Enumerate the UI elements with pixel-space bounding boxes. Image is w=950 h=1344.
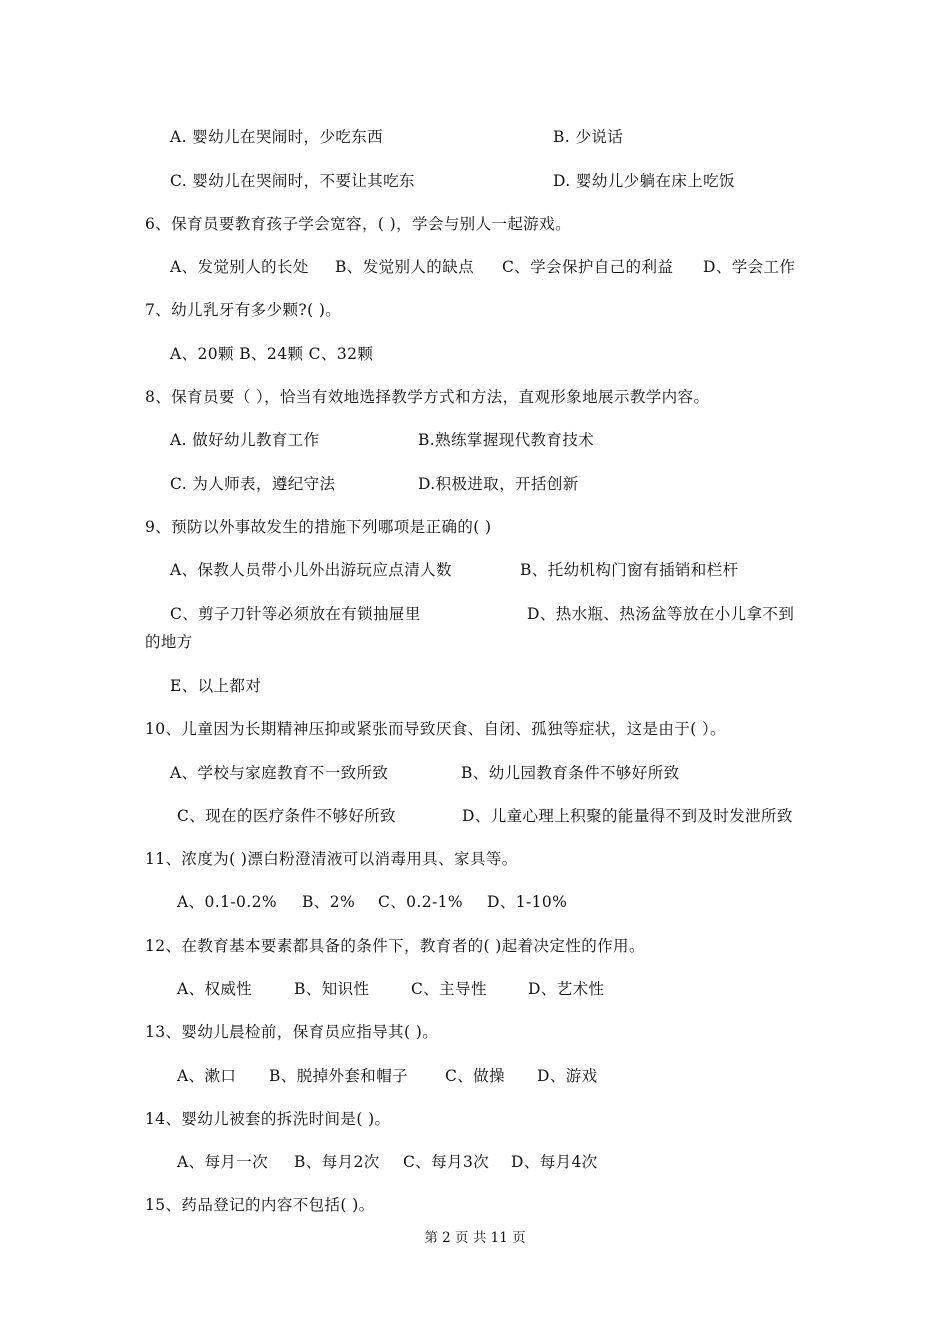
q14-stem: 14、婴幼儿被套的拆洗时间是( )。: [145, 1110, 391, 1128]
q10-stem: 10、儿童因为长期精神压抑或紧张而导致厌食、自闭、孤独等症状，这是由于( ）。: [145, 720, 727, 738]
q5-option-c: C. 婴幼儿在哭闹时，不要让其吃东: [170, 172, 415, 190]
q10-option-b: B、幼儿园教育条件不够好所致: [461, 764, 680, 782]
q9-option-b: B、托幼机构门窗有插销和栏杆: [520, 561, 739, 579]
q6-stem: 6、保育员要教育孩子学会宽容，( )，学会与别人一起游戏。: [145, 215, 571, 233]
q11-stem: 11、浓度为( )漂白粉澄清液可以消毒用具、家具等。: [145, 850, 518, 868]
q14-option-c: C、每月3次: [403, 1153, 490, 1171]
q14-option-d: D、每月4次: [511, 1153, 598, 1171]
q10-option-a: A、学校与家庭教育不一致所致: [170, 764, 389, 782]
q9-option-d-continued: 的地方: [145, 633, 193, 651]
q9-option-a: A、保教人员带小儿外出游玩应点清人数: [170, 561, 452, 579]
q10-option-d: D、儿童心理上积聚的能量得不到及时发泄所致: [462, 807, 793, 825]
q5-option-a: A. 婴幼儿在哭闹时，少吃东西: [170, 128, 384, 146]
q8-option-c: C. 为人师表，遵纪守法: [170, 475, 336, 493]
q7-options: A、20颗 B、24颗 C、32颗: [170, 345, 374, 363]
q10-option-c: C、现在的医疗条件不够好所致: [177, 807, 396, 825]
q13-option-b: B、脱掉外套和帽子: [269, 1067, 408, 1085]
q9-option-d: D、热水瓶、热汤盆等放在小儿拿不到: [527, 605, 795, 623]
q9-option-c: C、剪子刀针等必须放在有锁抽屉里: [170, 605, 421, 623]
page-number-footer: 第 2 页 共 11 页: [424, 1230, 526, 1246]
q6-option-b: B、发觉别人的缺点: [335, 258, 474, 276]
q12-option-d: D、艺术性: [528, 980, 605, 998]
q12-option-a: A、权威性: [177, 980, 253, 998]
q8-option-b: B.熟练掌握现代教育技术: [418, 431, 595, 449]
q7-stem: 7、幼儿乳牙有多少颗?( )。: [145, 301, 342, 319]
q14-option-b: B、每月2次: [294, 1153, 380, 1171]
q5-option-d: D. 婴幼儿少躺在床上吃饭: [553, 172, 735, 190]
q5-option-b: B. 少说话: [553, 128, 624, 146]
q11-option-c: C、0.2-1%: [378, 893, 464, 911]
q14-option-a: A、每月一次: [177, 1153, 269, 1171]
q8-stem: 8、保育员要（ ），恰当有效地选择教学方式和方法，直观形象地展示教学内容。: [145, 388, 710, 406]
q13-option-a: A、漱口: [177, 1067, 237, 1085]
q11-option-b: B、2%: [302, 893, 356, 911]
q6-option-a: A、发觉别人的长处: [170, 258, 309, 276]
q12-stem: 12、在教育基本要素都具备的条件下，教育者的( )起着决定性的作用。: [145, 937, 645, 955]
q12-option-b: B、知识性: [294, 980, 370, 998]
q13-option-d: D、游戏: [537, 1067, 598, 1085]
q9-stem: 9、预防以外事故发生的措施下列哪项是正确的( ): [145, 518, 492, 536]
q6-option-d: D、学会工作: [703, 258, 796, 276]
q11-option-d: D、1-10%: [487, 893, 568, 911]
q9-option-e: E、以上都对: [170, 677, 262, 695]
q8-option-d: D.积极进取，开括创新: [418, 475, 579, 493]
q6-option-c: C、学会保护自己的利益: [502, 258, 674, 276]
q8-option-a: A. 做好幼儿教育工作: [170, 431, 320, 449]
q15-stem: 15、药品登记的内容不包括( )。: [145, 1196, 375, 1214]
q13-option-c: C、做操: [445, 1067, 505, 1085]
q11-option-a: A、0.1-0.2%: [177, 893, 277, 911]
q13-stem: 13、婴幼儿晨检前，保育员应指导其( )。: [145, 1023, 439, 1041]
q12-option-c: C、主导性: [411, 980, 487, 998]
